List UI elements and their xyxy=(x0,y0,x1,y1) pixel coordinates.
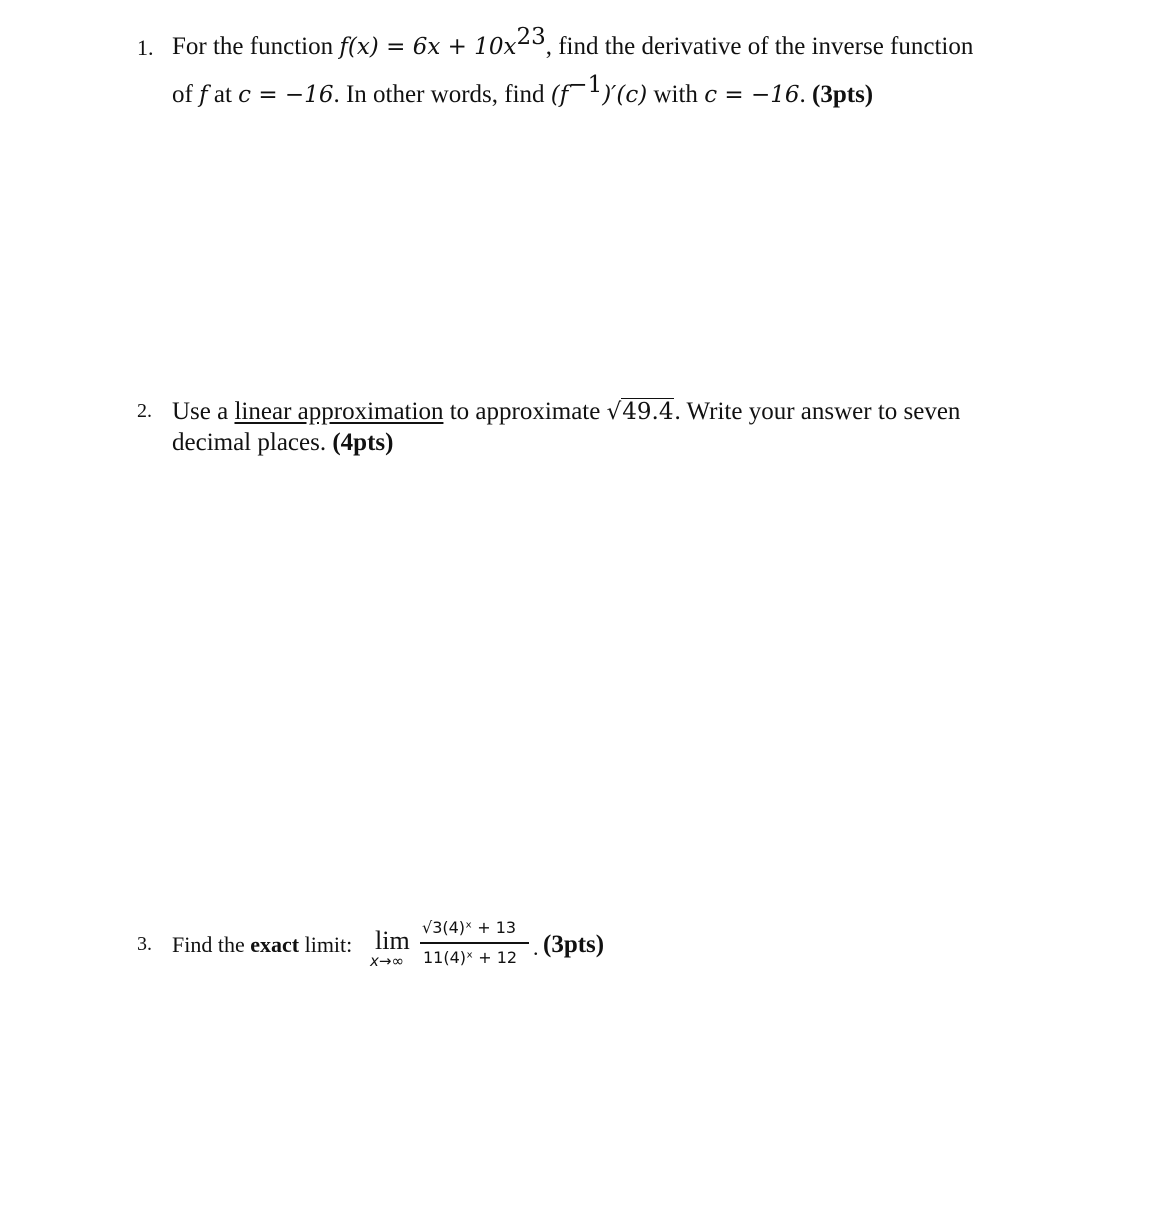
q1-text-c: of xyxy=(172,81,193,108)
q1-text-b: , find the derivative of the inverse function xyxy=(545,33,974,60)
q1-number: 1. xyxy=(137,35,154,60)
q1-c-value: c = −16 xyxy=(238,82,334,108)
q1-line-1 xyxy=(172,24,974,62)
q3-lim-subscript: x→∞ xyxy=(370,952,404,970)
q3-fraction-denominator: 11(4)ˣ + 12 xyxy=(423,948,518,967)
q2-sqrt xyxy=(607,397,675,427)
q2-text-a: Use a xyxy=(172,398,235,425)
q1-text-d: at xyxy=(207,81,239,108)
q1-func-rhs: 6x + 10x xyxy=(412,34,517,60)
q3-text-b: limit: xyxy=(299,932,353,957)
q2-line-1 xyxy=(172,397,960,427)
q2-radicand: 49.4 xyxy=(622,399,674,425)
q3-points: (3pts) xyxy=(543,931,605,958)
q1-func-lhs: f(x) xyxy=(339,34,379,60)
q1-inverse-exponent: −1 xyxy=(568,72,603,98)
q1-c-value-2: c = −16 xyxy=(704,82,800,108)
q1-points: (3pts) xyxy=(812,81,874,108)
q1-inverse-tail: )′(c) xyxy=(602,82,648,108)
q3-fraction-numerator: √3(4)ˣ + 13 xyxy=(422,918,517,937)
q1-exponent: 23 xyxy=(516,24,546,50)
q1-text-a: For the function xyxy=(172,33,334,60)
q2-text-d: decimal places. xyxy=(172,429,333,456)
q1-eq: = xyxy=(378,34,413,60)
q3-exact-word: exact xyxy=(250,932,300,957)
q1-line-2 xyxy=(172,72,874,110)
q1-text-f: with xyxy=(647,81,705,108)
q2-points: (4pts) xyxy=(332,429,394,456)
q2-number: 2. xyxy=(137,400,152,422)
q1-inverse-expr: (f xyxy=(550,82,569,108)
q2-linear-approximation-link[interactable]: linear approximation xyxy=(234,398,444,425)
q3-dot: . xyxy=(533,935,539,960)
q3-line xyxy=(172,930,352,960)
q2-text-b: to approximate xyxy=(443,398,607,425)
q1-f-symbol: f xyxy=(199,82,208,108)
q3-number: 3. xyxy=(137,933,152,955)
q3-fraction-bar xyxy=(420,942,529,944)
q2-line-2 xyxy=(172,428,393,458)
q1-text-g: . xyxy=(799,81,813,108)
q3-text-a: Find the xyxy=(172,932,251,957)
q1-text-e: . In other words, find xyxy=(333,81,551,108)
q3-lim: lim xyxy=(375,926,410,955)
q2-text-c: . Write your answer to seven xyxy=(674,398,961,425)
q2-sqrt-symbol: √ xyxy=(606,399,622,425)
